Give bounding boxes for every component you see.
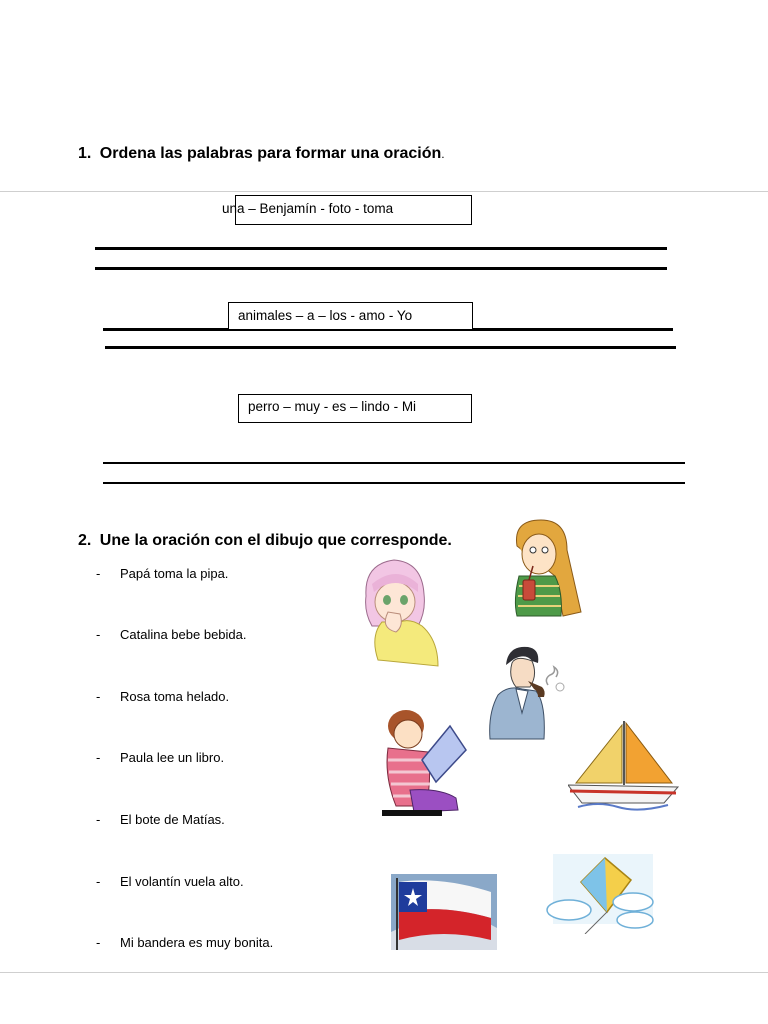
sentence-text: Rosa toma helado.	[120, 689, 230, 704]
sentence-text: Papá toma la pipa.	[120, 566, 229, 581]
bullet-dash: -	[96, 935, 101, 950]
answer-line[interactable]	[103, 462, 685, 464]
word-box-2-text: animales – a – los - amo - Yo	[238, 308, 413, 323]
sentence-text: El volantín vuela alto.	[120, 874, 244, 889]
bullet-dash: -	[96, 689, 101, 704]
answer-line[interactable]	[105, 346, 676, 349]
sentence-item	[96, 750, 356, 766]
section-2-number: 2.	[78, 532, 92, 549]
answer-line[interactable]	[95, 267, 667, 270]
sentence-text: El bote de Matías.	[120, 812, 225, 827]
sentence-item	[96, 627, 356, 643]
sentence-text: Catalina bebe bebida.	[120, 627, 247, 642]
answer-line[interactable]	[95, 247, 667, 250]
bullet-dash: -	[96, 874, 101, 889]
section-1-title: Ordena las palabras para formar una oración	[99, 145, 442, 162]
girl-eating-icecream-icon[interactable]	[360, 556, 440, 668]
kite-in-clouds-icon[interactable]	[545, 850, 659, 934]
section-1-number: 1.	[78, 145, 92, 162]
page-divider-top	[0, 191, 768, 192]
sentence-item	[96, 812, 356, 828]
word-box-1-text: una – Benjamín - foto - toma	[222, 201, 394, 216]
sentence-item	[96, 566, 356, 582]
sailboat-icon[interactable]	[568, 717, 680, 811]
bullet-dash: -	[96, 750, 101, 765]
word-box-3-text: perro – muy - es – lindo - Mi	[248, 399, 417, 414]
answer-line[interactable]	[103, 482, 685, 484]
section-2-title: Une la oración con el dibujo que corresponde.	[99, 532, 452, 549]
section-1-heading	[78, 145, 445, 163]
page-divider-bottom	[0, 972, 768, 973]
girl-reading-book-icon[interactable]	[380, 706, 472, 818]
man-smoking-pipe-icon[interactable]	[486, 643, 570, 741]
chile-flag-icon[interactable]	[391, 874, 497, 950]
girl-drinking-icon[interactable]	[497, 516, 585, 620]
sentence-item	[96, 689, 356, 705]
section-1-title-suffix: .	[441, 147, 445, 161]
section-2-heading	[78, 532, 452, 550]
sentence-text: Mi bandera es muy bonita.	[120, 935, 274, 950]
sentence-text: Paula lee un libro.	[120, 750, 225, 765]
sentence-item	[96, 935, 356, 951]
bullet-dash: -	[96, 627, 101, 642]
sentence-item	[96, 874, 356, 890]
bullet-dash: -	[96, 566, 101, 581]
bullet-dash: -	[96, 812, 101, 827]
